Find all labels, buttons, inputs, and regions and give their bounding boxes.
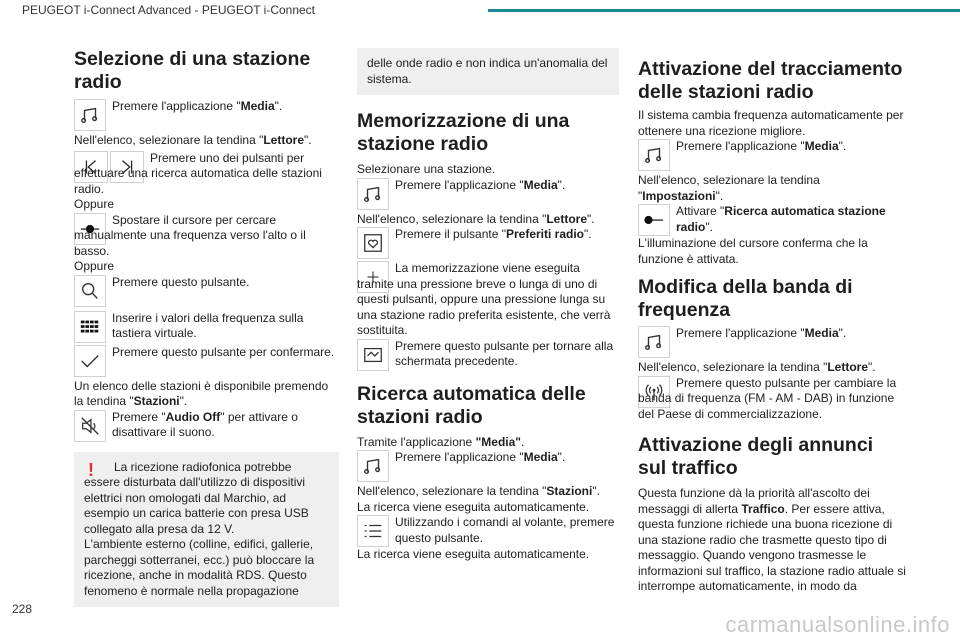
step-text: Inserire i valori della frequenza sulla tastiera virtuale. bbox=[112, 310, 304, 340]
media-note-icon bbox=[74, 99, 106, 131]
warning-text: L'ambiente esterno (colline, edifici, gallerie, parcheggi sotterranei, ecc.) può bloccare la ricezione, anche in modalità RDS. Questo fenomeno è normale nella propagazione bbox=[84, 537, 315, 598]
step-text: Nell'elenco, selezionare la tendina "Lettore". bbox=[638, 360, 876, 374]
step-text: Premere l'applicazione "Media". bbox=[112, 99, 283, 113]
step-text: Nell'elenco, selezionare la tendina "Lettore". bbox=[74, 133, 312, 147]
note-text: delle onde radio e non indica un'anomalia del sistema. bbox=[367, 56, 608, 86]
step-text: La ricerca viene eseguita automaticamente. bbox=[357, 547, 590, 561]
step-ricerca-auto bbox=[638, 204, 906, 236]
step-media bbox=[638, 326, 906, 358]
step-text: La ricerca viene eseguita automaticamente. bbox=[357, 499, 590, 514]
step-text: Premere "Audio Off" per attivare o disattivare il suono. bbox=[112, 409, 298, 439]
step-text: Utilizzando i comandi al volante, premere questo pulsante. bbox=[395, 515, 615, 545]
step-memorize bbox=[357, 261, 619, 339]
step-text: Premere l'applicazione "Media". bbox=[676, 326, 847, 340]
section-title-ricerca: Ricerca automatica delle stazioni radio bbox=[357, 382, 586, 428]
oppure-text: Oppure bbox=[74, 197, 115, 211]
section-title-banda: Modifica della banda di frequenza bbox=[638, 276, 853, 321]
step-text: Attivare "Ricerca automatica stazione radio". bbox=[676, 204, 886, 234]
step-back bbox=[357, 339, 619, 371]
section-title-tracciamento: Attivazione del tracciamento delle stazioni radio bbox=[638, 58, 903, 103]
step-text: Nell'elenco, selezionare la tendina "Impostazioni". bbox=[638, 173, 820, 203]
back-screen-icon bbox=[357, 339, 389, 371]
step-media bbox=[357, 178, 619, 210]
media-note-icon bbox=[357, 450, 389, 482]
step-keypad bbox=[74, 311, 339, 343]
step-media bbox=[357, 450, 619, 482]
step-text: Spostare il cursore per cercare manualmente una frequenza verso l'alto o il basso. bbox=[74, 212, 306, 258]
warning-text: La ricezione radiofonica potrebbe essere disturbata dall'utilizzo di dispositivi elettrici non omologati dal Marchio, ad esempio un carica batterie con presa USB collegato alla presa da 12 V. bbox=[84, 459, 309, 536]
keypad-icon bbox=[74, 311, 106, 343]
step-text: Premere uno dei pulsanti per effettuare una ricerca automatica delle stazioni radio. bbox=[74, 150, 322, 196]
step-text: Nell'elenco, selezionare la tendina "Lettore". bbox=[357, 211, 595, 226]
step-text: Premere questo pulsante per confermare. bbox=[112, 344, 335, 359]
step-text: La memorizzazione viene eseguita tramite una pressione breve o lunga di uno di questi pulsanti, oppure una pressione lunga su una stazione radio preferita esistente, che verrà sostituita. bbox=[357, 261, 611, 337]
column-3 bbox=[638, 48, 906, 595]
step-audio-off bbox=[74, 410, 339, 442]
step-text: Tramite l'applicazione "Media". bbox=[357, 434, 525, 449]
search-icon bbox=[74, 275, 106, 307]
step-media bbox=[74, 99, 339, 131]
section-title-memorizzazione: Memorizzazione di una stazione radio bbox=[357, 110, 570, 155]
section-title-selezione: Selezione di una stazione radio bbox=[74, 48, 311, 93]
step-text: Premere l'applicazione "Media". bbox=[676, 139, 847, 153]
step-text: Premere questo pulsante per tornare alla schermata precedente. bbox=[395, 338, 614, 368]
column-2 bbox=[357, 48, 619, 563]
note-box bbox=[357, 48, 619, 95]
step-text: Premere il pulsante "Preferiti radio". bbox=[395, 227, 592, 241]
warning-box bbox=[74, 452, 339, 608]
step-text: L'illuminazione del cursore conferma che la funzione è attivata. bbox=[638, 236, 868, 266]
media-note-icon bbox=[638, 139, 670, 171]
favorite-heart-icon bbox=[357, 227, 389, 259]
media-note-icon bbox=[357, 178, 389, 210]
section-title-traffico: Attivazione degli annunci sul traffico bbox=[638, 434, 874, 479]
step-text: Nell'elenco, selezionare la tendina "Stazioni". bbox=[357, 484, 600, 498]
checkmark-icon bbox=[74, 345, 106, 377]
step-slider bbox=[74, 213, 339, 260]
step-confirm bbox=[74, 345, 339, 377]
column-1 bbox=[74, 48, 339, 607]
step-media bbox=[638, 139, 906, 171]
step-text: Premere l'applicazione "Media". bbox=[395, 450, 566, 464]
step-text: Questa funzione dà la priorità all'ascolto dei messaggi di allerta Traffico. Per essere attiva, questa funzione richiede una buona ricezione di una stazione radio che trasmette questo tipo di messaggio. Quando vengono trasmesse le informazioni sul traffico, la stazione radio attuale si interrompe automaticamente, in modo da bbox=[638, 486, 906, 593]
toggle-slider-icon bbox=[638, 204, 670, 236]
media-note-icon bbox=[638, 326, 670, 358]
mute-speaker-icon bbox=[74, 410, 106, 442]
header-accent-bar bbox=[488, 9, 960, 12]
step-steering bbox=[357, 515, 619, 547]
step-preferiti bbox=[357, 227, 619, 259]
step-text: Selezionare una stazione. bbox=[357, 162, 496, 176]
page-number: 228 bbox=[12, 602, 33, 616]
step-search bbox=[74, 275, 339, 307]
step-search-buttons bbox=[74, 151, 339, 198]
oppure-text: Oppure bbox=[74, 259, 115, 273]
list-icon bbox=[357, 515, 389, 547]
running-header: PEUGEOT i-Connect Advanced - PEUGEOT i-Connect bbox=[22, 3, 316, 17]
step-band bbox=[638, 376, 906, 423]
step-text: Premere questo pulsante. bbox=[112, 274, 250, 289]
watermark: carmanualsonline.info bbox=[725, 612, 950, 637]
step-text: Premere l'applicazione "Media". bbox=[395, 177, 566, 192]
step-text: Il sistema cambia frequenza automaticamente per ottenere una ricezione migliore. bbox=[638, 108, 904, 138]
step-text: Un elenco delle stazioni è disponibile premendo la tendina "Stazioni". bbox=[74, 378, 329, 408]
warning-icon: ! bbox=[88, 459, 94, 480]
step-text: Premere questo pulsante per cambiare la banda di frequenza (FM - AM - DAB) in funzione del Paese di commercializzazione. bbox=[638, 375, 897, 421]
